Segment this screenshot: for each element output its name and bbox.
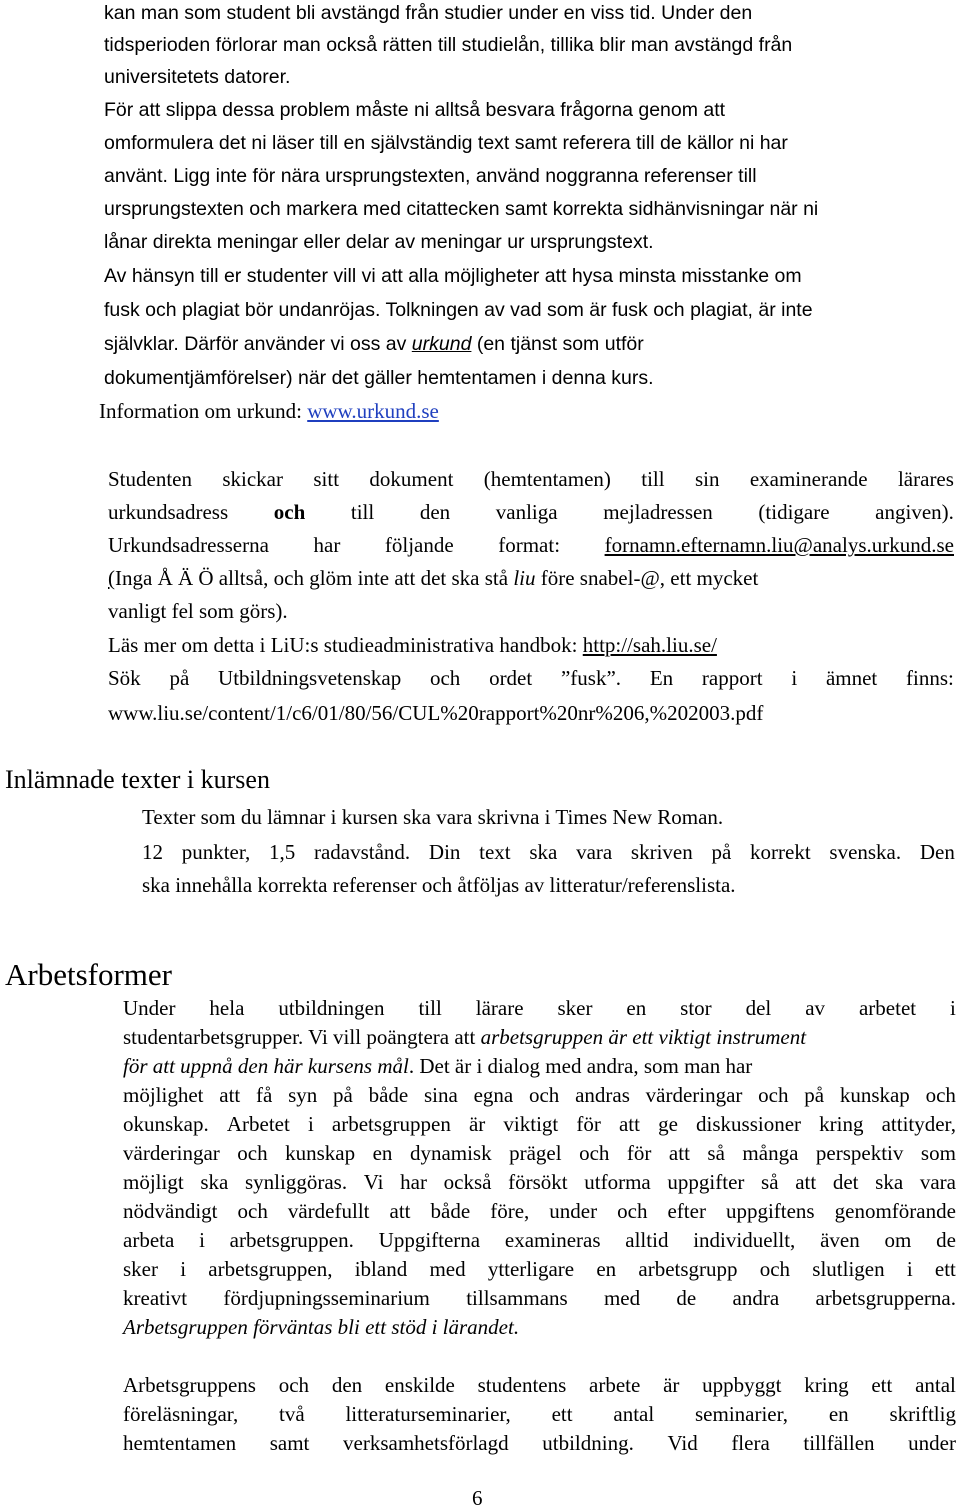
word: dokument bbox=[369, 467, 454, 491]
body-line: Av hänsyn till er studenter vill vi att alla möjligheter att hysa minsta misstanke om bbox=[104, 265, 802, 287]
word: attityder, bbox=[881, 1112, 956, 1136]
word: slutligen bbox=[812, 1257, 885, 1281]
body-line: Texter som du lämnar i kursen ska vara skrivna i Times New Roman. bbox=[142, 805, 724, 829]
body-line bbox=[104, 331, 644, 357]
word: dynamisk bbox=[409, 1141, 492, 1165]
body-line: fusk och plagiat bör undanröjas. Tolkningen av vad som är fusk och plagiat, är inte bbox=[104, 299, 813, 321]
word: ge bbox=[658, 1112, 678, 1136]
word: sker bbox=[557, 996, 593, 1020]
word: ämnet bbox=[825, 666, 878, 690]
arbetsformer-line bbox=[123, 1401, 956, 1427]
word: och bbox=[528, 1083, 560, 1107]
word: arbetsgruppen bbox=[331, 1112, 451, 1136]
body-line: omformulera det ni läser till en självständig text samt referera till de källor ni har bbox=[104, 132, 788, 154]
word: i bbox=[180, 1257, 187, 1281]
word: arbetsgruppen. bbox=[229, 1228, 354, 1252]
arbetsformer-line bbox=[123, 995, 956, 1021]
arbetsformer-line bbox=[123, 1140, 956, 1166]
report-url: www.liu.se/content/1/c6/01/80/56/CUL%20rapport%20nr%206,%202003.pdf bbox=[108, 701, 764, 725]
body-line-justified bbox=[142, 839, 955, 865]
word: diskussioner bbox=[696, 1112, 802, 1136]
word: ett bbox=[551, 1402, 573, 1426]
word: perspektiv bbox=[815, 1141, 904, 1165]
word: Uppgifterna bbox=[378, 1228, 481, 1252]
word: litteraturseminarier, bbox=[345, 1402, 511, 1426]
word: den bbox=[419, 500, 451, 524]
word: rapport bbox=[701, 666, 763, 690]
word: i bbox=[791, 666, 798, 690]
urkund-line-7 bbox=[108, 665, 954, 691]
body-line: tidsperioden förlorar man också rätten till studielån, tillika blir man avstängd från bbox=[104, 34, 793, 56]
word: stor bbox=[680, 996, 712, 1020]
word: Studenten bbox=[108, 467, 192, 491]
body-line: lånar direkta meningar eller delar av meningar ur ursprungstext. bbox=[104, 231, 654, 253]
word: de bbox=[676, 1286, 697, 1310]
urkund-info-line bbox=[99, 398, 439, 424]
word: ett bbox=[871, 1373, 893, 1397]
word: antal bbox=[915, 1373, 956, 1397]
word: på bbox=[333, 1083, 353, 1107]
urkund-line-5: vanligt fel som görs). bbox=[108, 599, 288, 623]
word: utforma bbox=[584, 1170, 651, 1194]
word: ibland bbox=[354, 1257, 408, 1281]
word: sker bbox=[123, 1257, 158, 1281]
word: och bbox=[237, 1141, 268, 1165]
body-line: universitetets datorer. bbox=[104, 66, 291, 88]
text-segment: studentarbetsgrupper. Vi vill poängtera att bbox=[123, 1025, 481, 1049]
word: har bbox=[313, 533, 341, 557]
word: och bbox=[759, 1257, 791, 1281]
word: är bbox=[663, 1373, 680, 1397]
arbetsformer-line bbox=[123, 1024, 806, 1050]
word: till bbox=[641, 467, 665, 491]
word: ska bbox=[200, 1170, 229, 1194]
word: sitt bbox=[313, 467, 340, 491]
word: i bbox=[906, 1257, 913, 1281]
word: antal bbox=[613, 1402, 655, 1426]
word: egna bbox=[473, 1083, 514, 1107]
word: kunskap bbox=[839, 1083, 910, 1107]
word: de bbox=[936, 1228, 956, 1252]
word: värderingar bbox=[123, 1141, 220, 1165]
word: Sök bbox=[108, 666, 141, 690]
word: om bbox=[884, 1228, 912, 1252]
word: andra bbox=[732, 1286, 780, 1310]
word: En bbox=[649, 666, 674, 690]
word: angiven). bbox=[875, 500, 954, 524]
urkund-line-3 bbox=[108, 532, 954, 558]
word: nödvändigt bbox=[123, 1199, 218, 1223]
word: en bbox=[596, 1257, 617, 1281]
word: Arbetsgruppens bbox=[123, 1373, 256, 1397]
word: utbildning. bbox=[542, 1431, 634, 1455]
text-segment-italic: för att uppnå den här kursens mål bbox=[123, 1054, 409, 1078]
word: arbeta bbox=[123, 1228, 175, 1252]
word: och bbox=[237, 1199, 268, 1223]
word: med bbox=[603, 1286, 641, 1310]
section-heading-inlamnade: Inlämnade texter i kursen bbox=[5, 765, 270, 794]
word: uppbyggt bbox=[702, 1373, 782, 1397]
word: del bbox=[745, 996, 772, 1020]
word: kring bbox=[804, 1373, 849, 1397]
word: mejladressen bbox=[603, 500, 713, 524]
word: och bbox=[617, 1199, 648, 1223]
word: uppgiftens bbox=[725, 1199, 815, 1223]
word: och bbox=[758, 1083, 789, 1107]
word: okunskap. bbox=[123, 1112, 209, 1136]
word: få bbox=[256, 1083, 273, 1107]
word: Vid bbox=[667, 1431, 698, 1455]
word: tillfällen bbox=[803, 1431, 875, 1455]
word: punkter, bbox=[181, 840, 251, 864]
word: andras bbox=[575, 1083, 630, 1107]
text-segment: (en tjänst som utför bbox=[471, 333, 644, 355]
word: Din bbox=[428, 840, 461, 864]
word: urkundsadress bbox=[108, 500, 229, 524]
word: Urkundsadresserna bbox=[108, 533, 269, 557]
word: möjlighet bbox=[123, 1083, 204, 1107]
word: vara bbox=[576, 840, 613, 864]
urkund-line-1 bbox=[108, 466, 954, 492]
text-segment: ( bbox=[108, 566, 115, 590]
text-segment-italic: liu bbox=[513, 566, 536, 590]
word: lärare bbox=[475, 996, 524, 1020]
word: examinerande bbox=[749, 467, 868, 491]
body-line: dokumentjämförelser) när det gäller hemtentamen i denna kurs. bbox=[104, 367, 654, 389]
word: möjligt bbox=[123, 1170, 184, 1194]
word: svenska. bbox=[829, 840, 902, 864]
word: som bbox=[920, 1141, 956, 1165]
word: värdefullt bbox=[287, 1199, 370, 1223]
word: att bbox=[618, 1112, 640, 1136]
arbetsformer-line bbox=[123, 1082, 956, 1108]
word: hela bbox=[209, 996, 245, 1020]
word: har bbox=[400, 1170, 427, 1194]
word: 1,5 bbox=[269, 840, 296, 864]
word: vanliga bbox=[495, 500, 558, 524]
body-line: ursprungstexten och markera med citattecken samt korrekta sidhänvisningar när ni bbox=[104, 198, 819, 220]
word: vara bbox=[919, 1170, 956, 1194]
word: skriftlig bbox=[889, 1402, 956, 1426]
word: skickar bbox=[222, 467, 284, 491]
word: synliggöras. bbox=[245, 1170, 348, 1194]
arbetsformer-line bbox=[123, 1198, 956, 1224]
word: Under bbox=[123, 996, 176, 1020]
word: att bbox=[668, 1141, 690, 1165]
word: föreläsningar, bbox=[123, 1402, 239, 1426]
word: så bbox=[707, 1141, 725, 1165]
word: skriven bbox=[630, 840, 693, 864]
urkund-line-6 bbox=[108, 632, 717, 658]
word: syn bbox=[288, 1083, 318, 1107]
arbetsformer-line bbox=[123, 1372, 956, 1398]
word: en bbox=[372, 1141, 393, 1165]
arbetsformer-line bbox=[123, 1169, 956, 1195]
word: många bbox=[742, 1141, 799, 1165]
word: samt bbox=[269, 1431, 310, 1455]
word: till bbox=[350, 500, 375, 524]
arbetsformer-italic-line: Arbetsgruppen förväntas bli ett stöd i lärandet. bbox=[123, 1315, 520, 1339]
word: av bbox=[805, 996, 826, 1020]
word: att bbox=[219, 1083, 241, 1107]
word: på bbox=[804, 1083, 825, 1107]
urkund-address-link[interactable]: fornamn.efternamn.liu@analys.urkund.se bbox=[604, 533, 954, 557]
arbetsformer-line bbox=[123, 1227, 956, 1253]
urkund-line-2 bbox=[108, 499, 954, 525]
word: i bbox=[307, 1112, 314, 1136]
word: en bbox=[626, 996, 647, 1020]
word: kreativt bbox=[123, 1286, 188, 1310]
word: ordet bbox=[489, 666, 533, 690]
word: studentens bbox=[477, 1373, 567, 1397]
word: arbetsgrupp bbox=[638, 1257, 738, 1281]
word: uppgifter bbox=[667, 1170, 745, 1194]
word: Arbetet bbox=[226, 1112, 290, 1136]
word: format: bbox=[498, 533, 561, 557]
word: arbetet bbox=[858, 996, 917, 1020]
word: enskilde bbox=[384, 1373, 455, 1397]
word: under bbox=[908, 1431, 956, 1455]
word: (tidigare bbox=[758, 500, 830, 524]
arbetsformer-line bbox=[123, 1430, 956, 1456]
word: det bbox=[832, 1170, 859, 1194]
word: sin bbox=[694, 467, 720, 491]
word: också bbox=[443, 1170, 492, 1194]
body-line: För att slippa dessa problem måste ni alltså besvara frågorna genom att bbox=[104, 99, 726, 121]
text-segment: före snabel-@, ett mycket bbox=[535, 566, 759, 590]
word-bold: och bbox=[273, 500, 306, 524]
word: text bbox=[479, 840, 511, 864]
word: på bbox=[169, 666, 190, 690]
word: med bbox=[429, 1257, 466, 1281]
word: och bbox=[278, 1373, 310, 1397]
word: kunskap bbox=[285, 1141, 356, 1165]
text-segment: Läs mer om detta i LiU:s studieadministrativa handbok: bbox=[108, 633, 583, 657]
word: genomförande bbox=[834, 1199, 956, 1223]
word: alltid bbox=[625, 1228, 669, 1252]
word: tillsammans bbox=[466, 1286, 568, 1310]
word: efter bbox=[667, 1199, 706, 1223]
word: även bbox=[820, 1228, 860, 1252]
word: på bbox=[711, 840, 732, 864]
word: ska bbox=[529, 840, 558, 864]
text-segment: . Det är i dialog med andra, som man har bbox=[408, 1054, 753, 1078]
word: hemtentamen bbox=[123, 1431, 237, 1455]
word: att bbox=[389, 1199, 411, 1223]
word: Vi bbox=[363, 1170, 384, 1194]
text-segment: självklar. Därför använder vi oss av bbox=[104, 333, 412, 355]
word: viktigt bbox=[503, 1112, 559, 1136]
word: både bbox=[368, 1083, 409, 1107]
arbetsformer-line bbox=[123, 1111, 956, 1137]
handbook-link[interactable]: http://sah.liu.se/ bbox=[582, 633, 717, 657]
word: korrekt bbox=[750, 840, 811, 864]
word: lärares bbox=[897, 467, 954, 491]
word: sina bbox=[424, 1083, 458, 1107]
urkund-emphasis: urkund bbox=[411, 333, 472, 355]
word: arbetsgruppen, bbox=[208, 1257, 333, 1281]
urkund-line-4 bbox=[108, 565, 758, 591]
word: i bbox=[950, 996, 956, 1020]
word: ”fusk”. bbox=[560, 666, 622, 690]
word: till bbox=[418, 996, 442, 1020]
word: flera bbox=[731, 1431, 770, 1455]
word: prägel bbox=[509, 1141, 562, 1165]
word: fördjupningsseminarium bbox=[223, 1286, 430, 1310]
word: utbildningen bbox=[278, 996, 385, 1020]
word: Den bbox=[919, 840, 955, 864]
word: för bbox=[576, 1112, 601, 1136]
word: för bbox=[626, 1141, 652, 1165]
word: ett bbox=[934, 1257, 956, 1281]
word: och bbox=[579, 1141, 610, 1165]
page-number: 6 bbox=[472, 1486, 483, 1510]
text-segment-italic: arbetsgruppen är ett viktigt instrument bbox=[480, 1025, 807, 1049]
word: 12 bbox=[142, 840, 163, 864]
word: i bbox=[199, 1228, 205, 1252]
arbetsformer-line bbox=[123, 1053, 752, 1079]
word: försökt bbox=[508, 1170, 568, 1194]
word: en bbox=[828, 1402, 849, 1426]
word: är bbox=[468, 1112, 486, 1136]
arbetsformer-line bbox=[123, 1256, 956, 1282]
word: så bbox=[761, 1170, 779, 1194]
text-segment: Information om urkund: bbox=[99, 399, 308, 423]
word: ska bbox=[875, 1170, 904, 1194]
word: före, bbox=[490, 1199, 530, 1223]
word: Utbildningsvetenskap bbox=[218, 666, 402, 690]
body-line: ska innehålla korrekta referenser och åtföljas av litteratur/referenslista. bbox=[142, 873, 736, 897]
word: att bbox=[795, 1170, 817, 1194]
urkund-link[interactable]: www.urkund.se bbox=[307, 399, 439, 423]
word: seminarier, bbox=[695, 1402, 789, 1426]
word: och bbox=[429, 666, 461, 690]
word: finns: bbox=[906, 666, 954, 690]
text-segment: Inga Å Ä Ö alltså, och glöm inte att det ska stå bbox=[115, 566, 514, 590]
arbetsformer-line bbox=[123, 1285, 956, 1311]
word: examineras bbox=[504, 1228, 601, 1252]
word: ytterligare bbox=[487, 1257, 575, 1281]
word: under bbox=[549, 1199, 598, 1223]
word: värderingar bbox=[645, 1083, 743, 1107]
word: arbete bbox=[589, 1373, 641, 1397]
word: radavstånd. bbox=[313, 840, 411, 864]
word: kring bbox=[819, 1112, 864, 1136]
word: (hemtentamen) bbox=[483, 467, 611, 491]
word: och bbox=[925, 1083, 956, 1107]
body-line: använt. Ligg inte för nära ursprungstexten, använd noggranna referenser till bbox=[104, 165, 757, 187]
word: verksamhetsförlagd bbox=[343, 1431, 509, 1455]
section-heading-arbetsformer: Arbetsformer bbox=[5, 957, 172, 992]
word: både bbox=[430, 1199, 471, 1223]
word: följande bbox=[384, 533, 454, 557]
word: två bbox=[279, 1402, 305, 1426]
word: individuellt, bbox=[693, 1228, 796, 1252]
word: den bbox=[331, 1373, 363, 1397]
body-line: kan man som student bli avstängd från studier under en viss tid. Under den bbox=[104, 2, 753, 24]
word: arbetsgrupperna. bbox=[815, 1286, 956, 1310]
